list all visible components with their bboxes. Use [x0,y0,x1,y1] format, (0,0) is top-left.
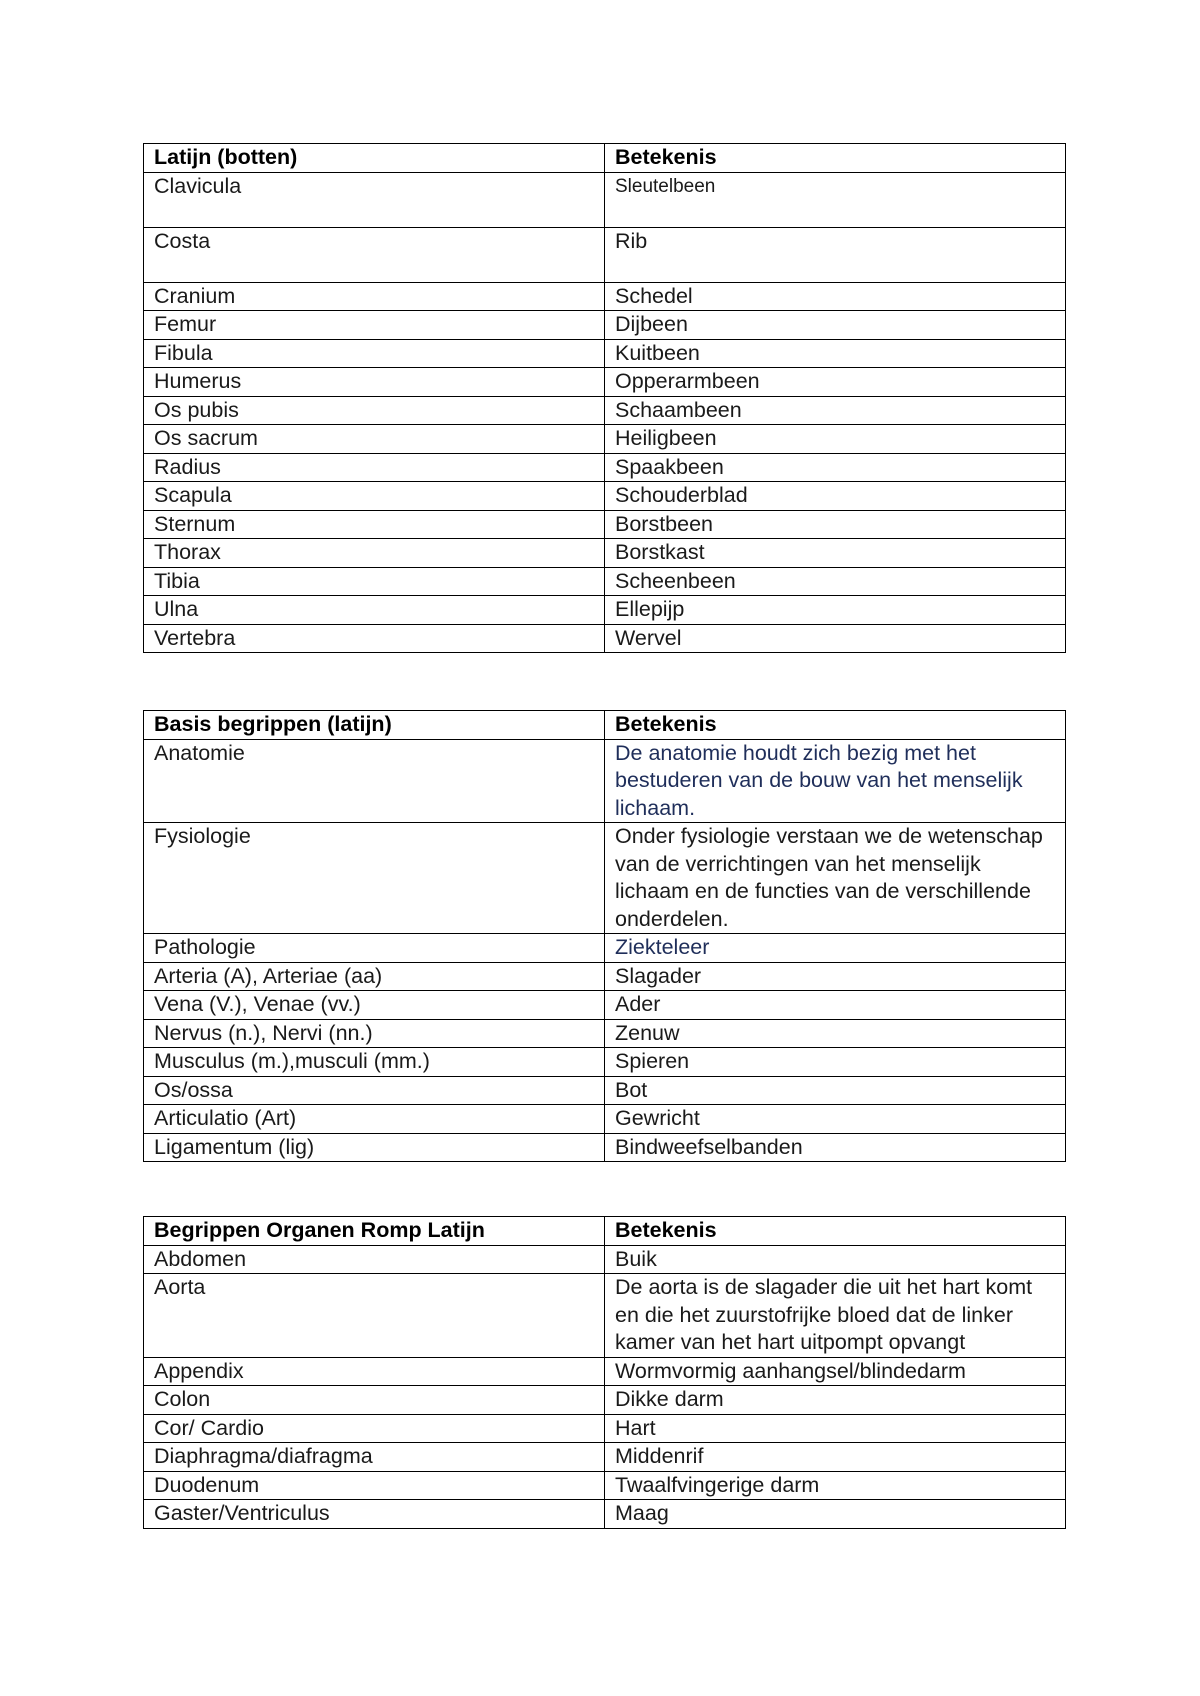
meaning: Middenrif [605,1443,1066,1472]
table-row [144,1357,1066,1386]
latin-term: Os pubis [144,396,605,425]
table-row [144,453,1066,482]
meaning: Schouderblad [605,482,1066,511]
latin-term: Ligamentum (lig) [144,1133,605,1162]
meaning: Heiligbeen [605,425,1066,454]
meaning: Rib [605,227,1066,282]
latin-term: Anatomie [144,739,605,823]
meaning: Buik [605,1245,1066,1274]
table-row [144,1414,1066,1443]
meaning: Borstbeen [605,510,1066,539]
latin-term: Fibula [144,339,605,368]
meaning: De aorta is de slagader die uit het hart komt en die het zuurstofrijke bloed dat de linker kamer van het hart uitpompt opvangt [605,1274,1066,1358]
header-meaning: Betekenis [605,144,1066,173]
meaning: Wormvormig aanhangsel/blindedarm [605,1357,1066,1386]
table-row [144,1133,1066,1162]
table-row [144,1500,1066,1529]
table-row [144,1048,1066,1077]
latin-term: Os sacrum [144,425,605,454]
meaning: Scheenbeen [605,567,1066,596]
table-row [144,510,1066,539]
meaning: Borstkast [605,539,1066,568]
latin-term: Thorax [144,539,605,568]
latin-term: Arteria (A), Arteriae (aa) [144,962,605,991]
table-row [144,1443,1066,1472]
table-row [144,596,1066,625]
table-row [144,624,1066,653]
latin-term: Pathologie [144,934,605,963]
table-row [144,425,1066,454]
latin-term: Clavicula [144,172,605,227]
latin-term: Vertebra [144,624,605,653]
latin-term: Gaster/Ventriculus [144,1500,605,1529]
latin-term: Abdomen [144,1245,605,1274]
basic-terms-table [143,710,1066,1162]
table-header-row [144,144,1066,173]
table-row [144,567,1066,596]
trunk-organs-table [143,1216,1066,1529]
table-row [144,539,1066,568]
meaning: Zenuw [605,1019,1066,1048]
meaning: Spieren [605,1048,1066,1077]
table-row [144,227,1066,282]
header-meaning: Betekenis [605,711,1066,740]
meaning: Twaalfvingerige darm [605,1471,1066,1500]
latin-term: Cor/ Cardio [144,1414,605,1443]
meaning: Ziekteleer [605,934,1066,963]
table-row [144,1274,1066,1358]
header-latin: Latijn (botten) [144,144,605,173]
header-latin: Begrippen Organen Romp Latijn [144,1217,605,1246]
table-row [144,1105,1066,1134]
table-row [144,991,1066,1020]
latin-term: Vena (V.), Venae (vv.) [144,991,605,1020]
table-header-row [144,1217,1066,1246]
table-row [144,1076,1066,1105]
latin-term: Scapula [144,482,605,511]
table-row [144,1245,1066,1274]
table-row [144,368,1066,397]
latin-term: Duodenum [144,1471,605,1500]
meaning: Gewricht [605,1105,1066,1134]
meaning: Hart [605,1414,1066,1443]
table-row [144,339,1066,368]
table-row [144,311,1066,340]
table-row [144,282,1066,311]
latin-term: Musculus (m.),musculi (mm.) [144,1048,605,1077]
meaning: Dijbeen [605,311,1066,340]
latin-term: Os/ossa [144,1076,605,1105]
latin-term: Costa [144,227,605,282]
latin-term: Ulna [144,596,605,625]
table-row [144,1019,1066,1048]
latin-term: Fysiologie [144,823,605,934]
latin-term: Aorta [144,1274,605,1358]
table-row [144,172,1066,227]
meaning: Bot [605,1076,1066,1105]
latin-term: Diaphragma/diafragma [144,1443,605,1472]
latin-term: Radius [144,453,605,482]
meaning: Dikke darm [605,1386,1066,1415]
meaning: Opperarmbeen [605,368,1066,397]
latin-term: Nervus (n.), Nervi (nn.) [144,1019,605,1048]
table-row [144,482,1066,511]
meaning: Ader [605,991,1066,1020]
latin-term: Articulatio (Art) [144,1105,605,1134]
table-row [144,934,1066,963]
meaning: De anatomie houdt zich bezig met het bestuderen van de bouw van het menselijk lichaam. [605,739,1066,823]
meaning: Sleutelbeen [605,172,1066,227]
meaning: Schaambeen [605,396,1066,425]
header-latin: Basis begrippen (latijn) [144,711,605,740]
meaning: Spaakbeen [605,453,1066,482]
meaning: Slagader [605,962,1066,991]
latin-term: Appendix [144,1357,605,1386]
meaning: Schedel [605,282,1066,311]
meaning: Maag [605,1500,1066,1529]
meaning: Ellepijp [605,596,1066,625]
table-row [144,962,1066,991]
latin-term: Colon [144,1386,605,1415]
meaning: Bindweefselbanden [605,1133,1066,1162]
latin-term: Cranium [144,282,605,311]
latin-term: Femur [144,311,605,340]
table-row [144,739,1066,823]
meaning: Onder fysiologie verstaan we de wetenschap van de verrichtingen van het menselijk lichaam en de functies van de verschillende onderdelen. [605,823,1066,934]
table-row [144,823,1066,934]
table-header-row [144,711,1066,740]
latin-term: Humerus [144,368,605,397]
meaning: Wervel [605,624,1066,653]
latin-term: Sternum [144,510,605,539]
table-row [144,396,1066,425]
header-meaning: Betekenis [605,1217,1066,1246]
bones-table [143,143,1066,653]
table-row [144,1471,1066,1500]
meaning: Kuitbeen [605,339,1066,368]
table-row [144,1386,1066,1415]
latin-term: Tibia [144,567,605,596]
